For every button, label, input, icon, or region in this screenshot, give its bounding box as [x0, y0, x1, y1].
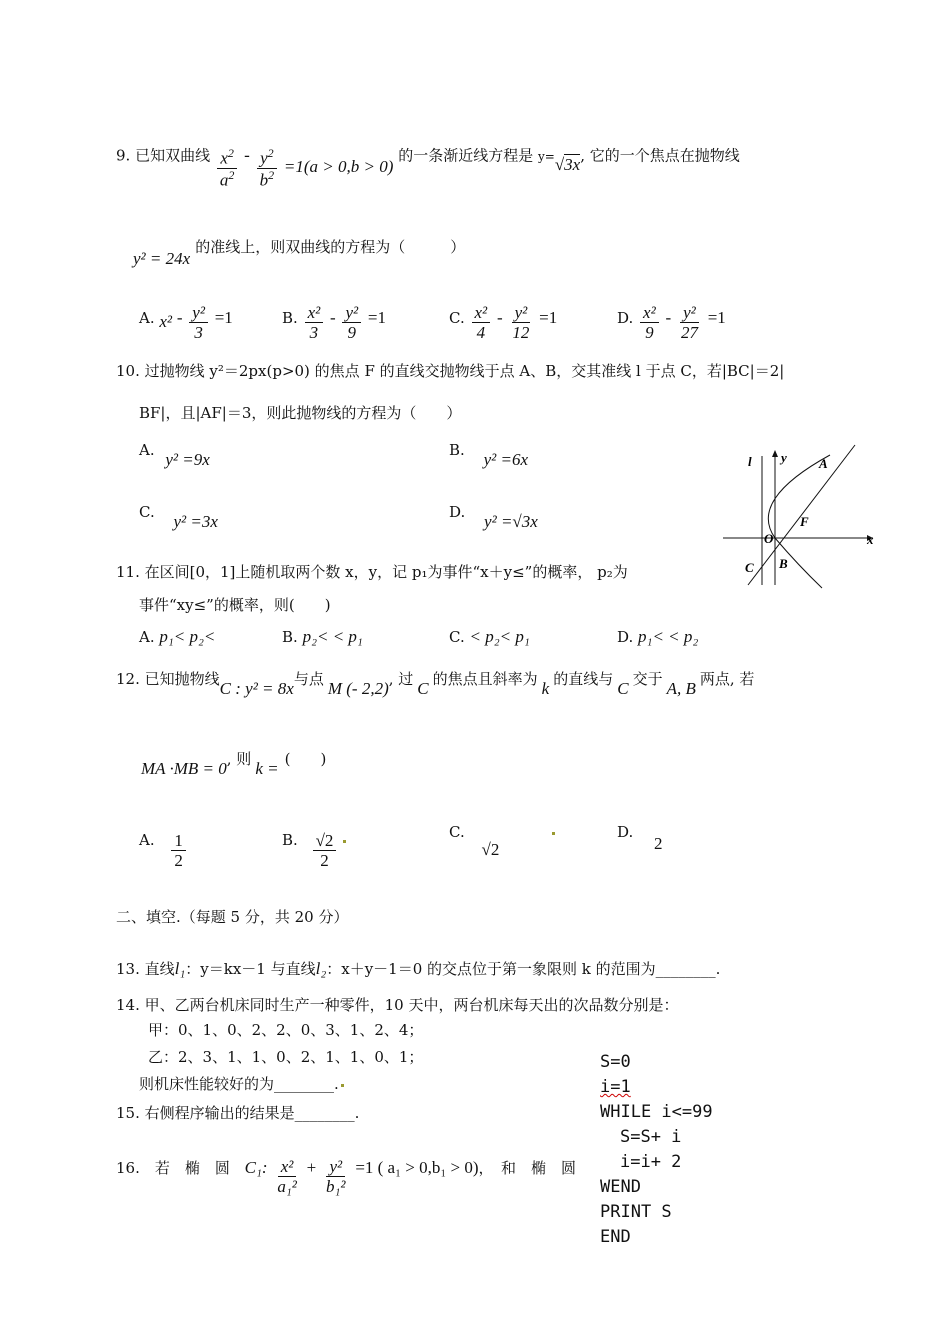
q12-line1: 12. 已知抛物线C : y² = 8x与点 M (- 2,2), 过 C 的焦点且斜率为 k 的直线与 C 交于 A, B 两点, 若 — [116, 670, 755, 698]
section-title: 二、填空.（每题 5 分，共 20 分） — [116, 908, 349, 926]
y-axis-arrow — [772, 450, 778, 457]
q10-option-b: B. y² =6x — [449, 441, 528, 469]
q9-sqrt: √3x — [554, 155, 581, 175]
q14-jia: 甲：0、1、0、2、2、0、3、1、2、4； — [148, 1021, 424, 1039]
program-line: i=1 — [600, 1077, 631, 1097]
q10-option-c: C. y² =3x — [139, 503, 218, 531]
q9-line2-text: 的准线上，则双曲线的方程为（ ） — [195, 238, 466, 256]
program-line: i=i+ 2 — [620, 1152, 682, 1172]
q11-option-c: C. < p₂< p₁ — [449, 627, 530, 646]
program-line: WHILE i<=99 — [600, 1102, 713, 1122]
label-A: A — [819, 456, 828, 471]
q9-lead: 已知双曲线 — [135, 146, 211, 165]
q9-tail: , 它的一个焦点在抛物线 — [580, 146, 740, 165]
program-line: PRINT S — [600, 1202, 672, 1222]
q10-line2: BF|，且|AF|＝3，则此抛物线的方程为（ ） — [139, 404, 462, 422]
q10-option-a: A. y² =9x — [139, 441, 210, 469]
q9-line2 — [133, 236, 466, 268]
label-F: F — [800, 514, 809, 529]
q10-figure — [718, 440, 878, 590]
q11-line2: 事件“xy≤”的概率，则( ) — [139, 596, 331, 614]
program-line: WEND — [600, 1177, 641, 1197]
q10-option-d: D. y² =√3x — [449, 503, 538, 531]
program-line: S=0 — [600, 1052, 631, 1072]
q14-line1: 14. 甲、乙两台机床同时生产一种零件，10 天中，两台机床每天出的次品数分别是： — [116, 996, 679, 1014]
q9-number: 9. — [116, 146, 131, 165]
label-C: C — [745, 560, 754, 575]
q9-option-a: A. x² - $\frac{\text{y²}}{3}$ =1 — [139, 303, 233, 342]
program-line: S=S+ i — [620, 1127, 682, 1147]
q11-line1: 11. 在区间[0，1]上随机取两个数 x，y，记 p₁为事件“x＋y≤”的概率， p₂为 — [116, 563, 628, 581]
q12-option-a: A. $\frac{1}{2}$ — [139, 822, 188, 860]
q10-line1: 10. 过抛物线 y²＝2px(p>0) 的焦点 F 的直线交抛物线于点 A、B，交其准线 l 于点 C，若|BC|＝2| — [116, 362, 785, 380]
q12-option-d: D. 2 — [617, 823, 663, 853]
q12-option-b: B. $\frac{√2}{2}$ — [282, 822, 346, 860]
q9-option-c: C. $\frac{\text{x²}}{4}$ - $\frac{\text{y²}}{12}$ =1 — [449, 303, 558, 342]
q9-option-b: B. $\frac{\text{x²}}{3}$ - $\frac{\text{y²}}{9}$ =1 — [282, 303, 386, 342]
q15: 15. 右侧程序输出的结果是________. — [116, 1104, 360, 1122]
q9-line2-eq: y² = 24x — [133, 249, 191, 268]
label-B: B — [779, 556, 788, 571]
q11-option-a: A. p₁< p₂< — [139, 627, 216, 646]
q11-option-d: D. p₁< < p₂ — [617, 627, 699, 646]
q16: 16. 若 椭 圆 C₁: $\frac{\text{x²}}{\text{a₁²}}$ + $\frac{\text{y²}}{\text{b₁²}}$ =1 ( a₁ > 0,b₁ > 0)， 和 椭 圆 — [116, 1157, 577, 1196]
q9-yeq: y= — [537, 149, 555, 164]
q12-line2: MA ·MB = 0, 则 k = ( ) — [141, 750, 327, 778]
q9-frac-x: $\frac{x^2}{a^2}$ — [217, 147, 238, 190]
label-O: O — [764, 531, 774, 546]
q9-option-d: D. $\frac{\text{x²}}{9}$ - $\frac{\text{y²}}{27}$ =1 — [617, 303, 726, 342]
label-y: y — [781, 450, 787, 465]
label-l: l — [748, 454, 752, 469]
program-listing — [600, 1050, 713, 1250]
q9-line1: 9. 已知双曲线 $\frac{x^2}{a^2}$ - $\frac{y^2}{b^2}$ =1(a > 0,b > 0) 的一条渐近线方程是 y=√3x, 它的一个焦点在抛物线 — [116, 145, 740, 190]
q14-yi: 乙：2、3、1、1、0、2、1、1、0、1； — [148, 1048, 424, 1066]
label-x: x — [867, 532, 874, 547]
q9-eq-tail: =1(a > 0,b > 0) — [283, 157, 394, 177]
q9-frac-y: $\frac{y^2}{b^2}$ — [257, 147, 278, 190]
q11-option-b: B. p₂< < p₁ — [282, 627, 363, 646]
q12-option-c: C. √2 — [449, 822, 555, 842]
program-line: END — [600, 1227, 631, 1247]
q13: 13. 直线l₁：y＝kx－1 与直线l₂：x＋y－1＝0 的交点位于第一象限则 k 的范围为________. — [116, 959, 721, 978]
q9-mid: 的一条渐近线方程是 — [398, 146, 534, 165]
q14-line4: 则机床性能较好的为________. — [139, 1073, 344, 1094]
